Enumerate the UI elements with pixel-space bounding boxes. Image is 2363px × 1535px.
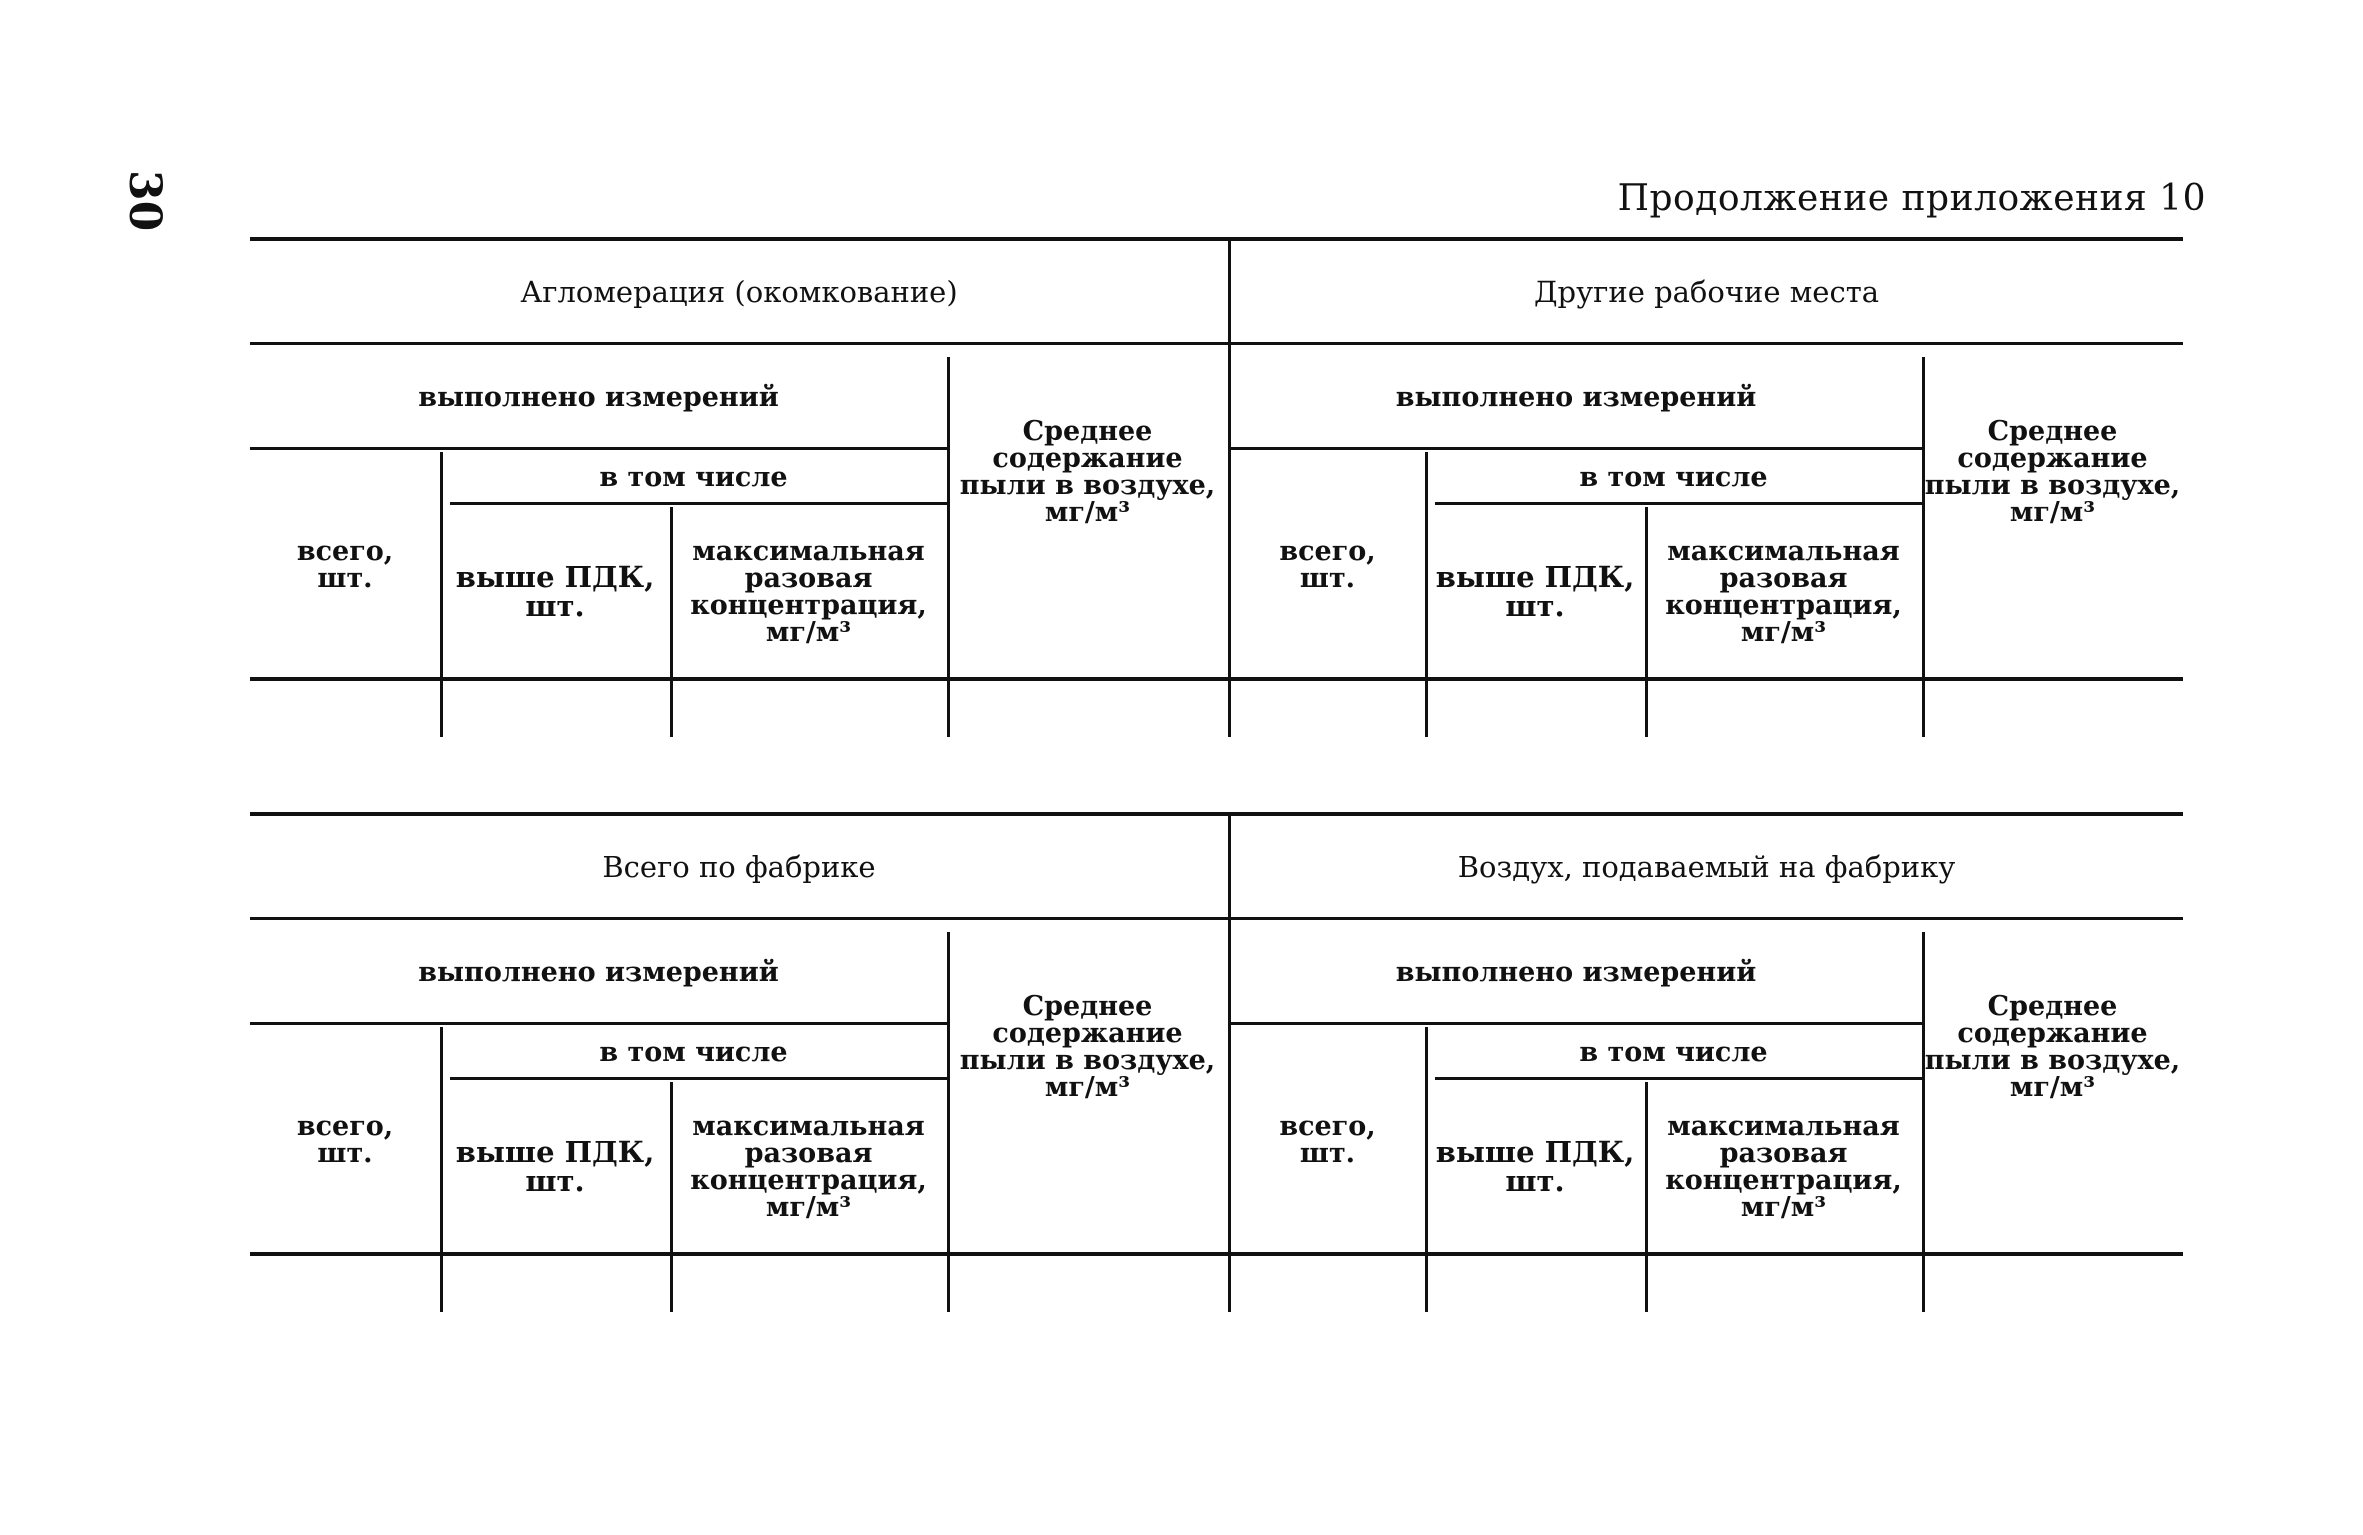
continuation-caption: Продолжение приложения 10	[1617, 178, 2206, 219]
table-top-rule	[250, 812, 2183, 816]
left-measurements-rule	[250, 1022, 947, 1025]
right-including-rule	[1435, 1077, 1922, 1080]
left-col-above: выше ПДК, шт.	[455, 1135, 655, 1198]
right-section-title: Другие рабочие места	[1533, 274, 1880, 309]
left-including-rule	[450, 502, 947, 505]
left-measurements-header: выполнено измерений	[418, 381, 779, 413]
left-measurements-header: выполнено измерений	[418, 956, 779, 988]
left-title-rule	[250, 342, 1228, 345]
left-col-avg: Среднее содержание пыли в воздухе, мг/м³	[959, 416, 1216, 528]
left-title-rule	[250, 917, 1228, 920]
left-col-max: максимальная разовая концентрация, мг/м³	[690, 536, 927, 648]
right-measurements-header: выполнено измерений	[1395, 381, 1757, 413]
left-including-header: в том числе	[599, 1036, 788, 1068]
right-col-total: всего, шт.	[1279, 1110, 1376, 1169]
left-including-rule	[450, 1077, 947, 1080]
right-col-avg: Среднее содержание пыли в воздухе, мг/м³	[1924, 416, 2181, 528]
right-including-header: в том числе	[1579, 1036, 1768, 1068]
left-col-total: всего, шт.	[296, 535, 394, 594]
right-col-above: выше ПДК, шт.	[1435, 560, 1635, 623]
page-number: 30	[119, 170, 170, 232]
right-measurements-rule	[1230, 1022, 1922, 1025]
right-col-total: всего, шт.	[1279, 535, 1376, 594]
right-col-avg: Среднее содержание пыли в воздухе, мг/м³	[1924, 991, 2181, 1103]
left-col-above: выше ПДК, шт.	[455, 560, 655, 623]
left-col-max: максимальная разовая концентрация, мг/м³	[690, 1111, 927, 1223]
right-including-rule	[1435, 502, 1922, 505]
right-title-rule	[1230, 342, 2183, 345]
right-measurements-header: выполнено измерений	[1395, 956, 1757, 988]
right-title-rule	[1230, 917, 2183, 920]
left-measurements-rule	[250, 447, 947, 450]
table-top-rule	[250, 237, 2183, 241]
right-col-above: выше ПДК, шт.	[1435, 1135, 1635, 1198]
right-col-max: максимальная разовая концентрация, мг/м³	[1665, 536, 1902, 648]
right-section-title: Воздух, подаваемый на фабрику	[1457, 849, 1956, 884]
table-header-bottom-rule	[250, 677, 2183, 681]
right-col-max: максимальная разовая концентрация, мг/м³	[1665, 1111, 1902, 1223]
left-section-title: Агломерация (окомкование)	[520, 274, 958, 309]
right-including-header: в том числе	[1579, 461, 1768, 493]
left-col-total: всего, шт.	[296, 1110, 394, 1169]
left-including-header: в том числе	[599, 461, 788, 493]
left-col-avg: Среднее содержание пыли в воздухе, мг/м³	[959, 991, 1216, 1103]
left-section-title: Всего по фабрике	[602, 849, 876, 884]
table-header-bottom-rule	[250, 1252, 2183, 1256]
right-measurements-rule	[1230, 447, 1922, 450]
